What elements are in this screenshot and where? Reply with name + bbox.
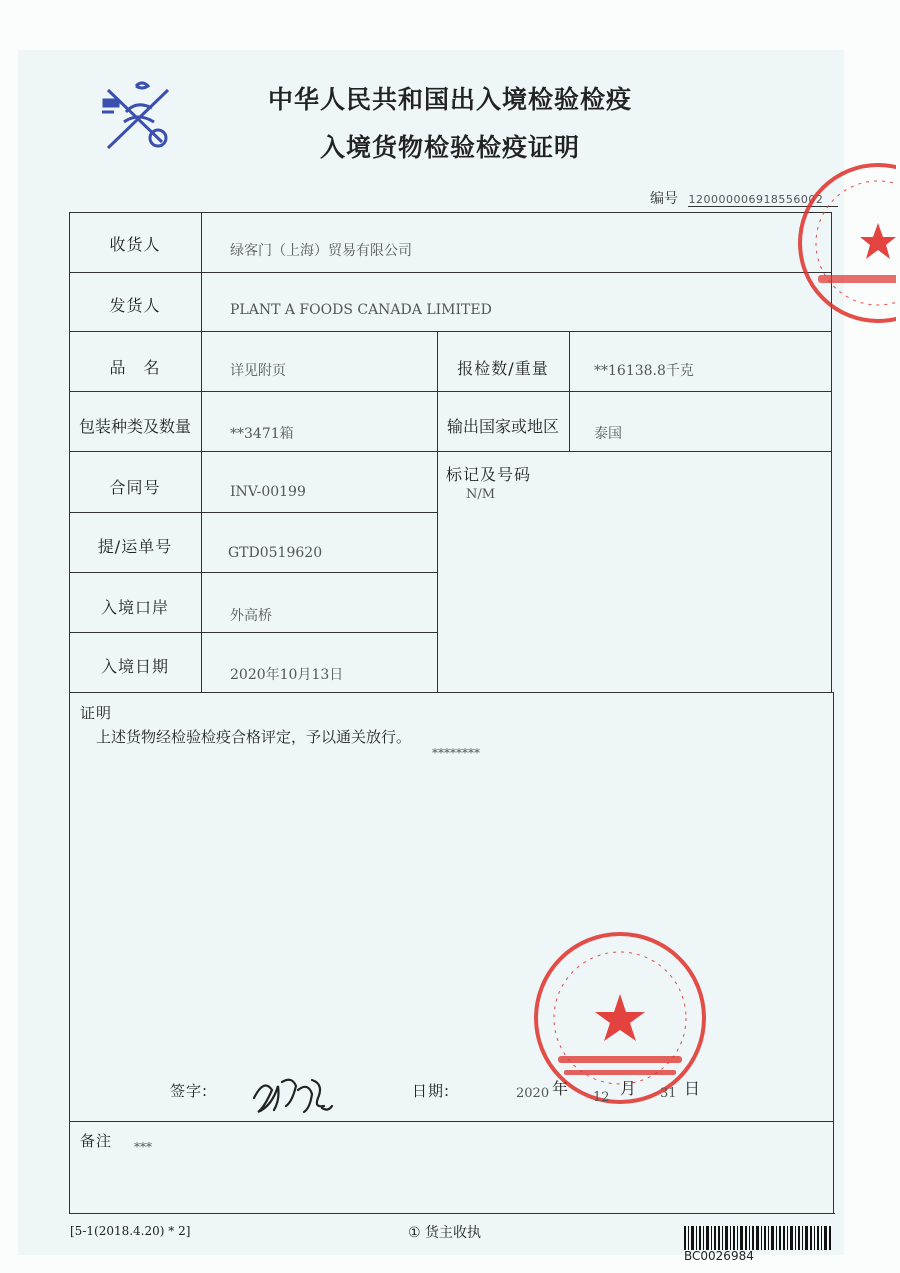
entry-date-label: 入境日期	[100, 657, 169, 676]
certification-stars: ********	[432, 746, 480, 760]
table-row-line	[69, 692, 833, 693]
package-value: **3471箱	[230, 426, 294, 442]
copy-label: ① 货主收执	[408, 1225, 482, 1241]
quantity-value: **16138.8千克	[594, 363, 694, 379]
serial-value: 120000006918556002	[688, 193, 838, 207]
handwritten-signature	[248, 1068, 358, 1120]
marks-value: N/M	[466, 487, 496, 502]
table-row-line	[69, 391, 831, 392]
document-title: 中华人民共和国出入境检验检疫	[267, 85, 632, 114]
sign-year: 2020	[516, 1086, 550, 1101]
sign-day: 31	[660, 1086, 677, 1101]
port-value: 外高桥	[230, 608, 272, 624]
table-row-line	[69, 632, 437, 633]
quantity-label: 报检数/重量	[457, 359, 549, 378]
document-subtitle: 入境货物检验检疫证明	[319, 133, 580, 162]
sign-day-unit: 日	[684, 1079, 702, 1098]
port-label: 入境口岸	[100, 598, 169, 617]
table-col-line	[201, 212, 202, 692]
table-row-line	[69, 451, 831, 452]
origin-value: 泰国	[594, 426, 622, 442]
barcode-image	[684, 1226, 832, 1250]
sign-month: 12	[593, 1090, 610, 1105]
table-border-bottom	[69, 1213, 835, 1214]
contract-label: 合同号	[109, 478, 161, 497]
table-row-line	[69, 572, 437, 573]
serial-label: 编号	[650, 191, 678, 207]
product-value: 详见附页	[230, 363, 286, 379]
table-row-line	[69, 1121, 833, 1122]
consignee-label: 收货人	[109, 235, 161, 254]
product-label: 品 名	[109, 358, 161, 377]
entry-date-value: 2020年10月13日	[230, 667, 344, 683]
sign-month-unit: 月	[620, 1079, 638, 1098]
table-col-line	[569, 331, 570, 451]
bl-value: GTD0519620	[228, 545, 323, 561]
table-row-line	[69, 512, 437, 513]
remarks-label: 备注	[80, 1132, 113, 1150]
consignor-label: 发货人	[109, 296, 161, 315]
package-label: 包装种类及数量	[78, 417, 191, 436]
barcode-number: BC0026984	[684, 1249, 754, 1263]
table-border-right	[833, 692, 834, 1213]
certification-statement: 上述货物经检验检疫合格评定，予以通关放行。	[96, 728, 412, 746]
origin-label: 输出国家或地区	[446, 417, 559, 436]
certificate-paper	[18, 50, 844, 1255]
sign-date-label: 日期:	[412, 1082, 451, 1100]
sign-year-unit: 年	[552, 1079, 570, 1098]
certification-label: 证明	[80, 704, 113, 722]
contract-value: INV-00199	[230, 484, 306, 500]
table-border-top	[69, 212, 831, 213]
consignor-value: PLANT A FOODS CANADA LIMITED	[230, 302, 492, 318]
table-row-line	[69, 331, 831, 332]
marks-label: 标记及号码	[446, 465, 532, 484]
ciq-emblem-icon	[96, 78, 182, 156]
form-code: [5-1(2018.4.20) * 2]	[70, 1224, 191, 1238]
remarks-value: ***	[134, 1140, 152, 1154]
signature-label: 签字:	[170, 1082, 209, 1100]
consignee-value: 绿客门（上海）贸易有限公司	[230, 243, 412, 259]
table-row-line	[69, 272, 831, 273]
table-col-line	[437, 331, 438, 692]
bl-label: 提/运单号	[97, 537, 173, 556]
partial-seal-stamp	[796, 155, 896, 335]
